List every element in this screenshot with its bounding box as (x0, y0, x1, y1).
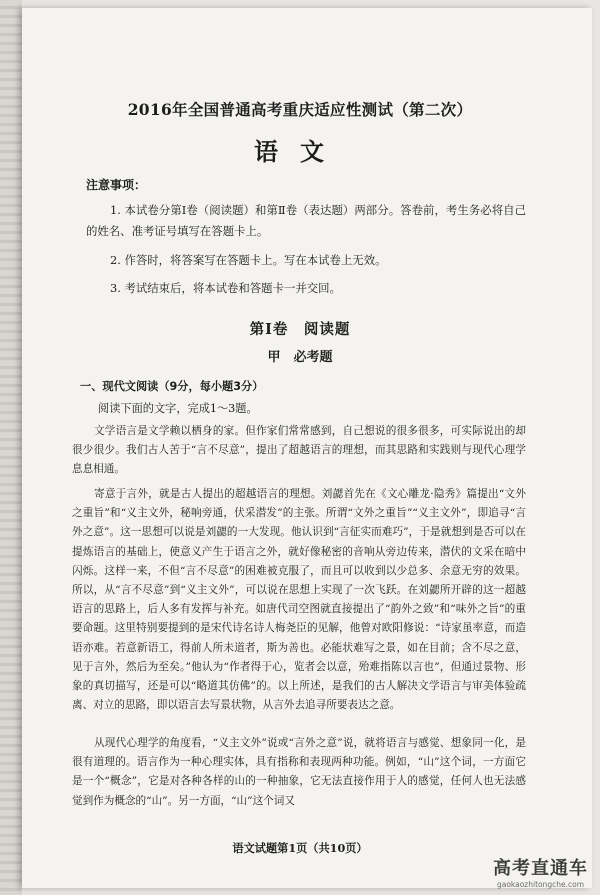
passage-paragraph-2: 寄意于言外，就是古人提出的超越语言的理想。刘勰首先在《文心雕龙·隐秀》篇提出“文外之重旨”和“义主文外，秘响旁通，伏采潜发”的主张。所谓“文外之重旨”“义主文外”，即追寻“言外之意”。这一思想可以说是刘勰的一大发现。他认识到“言征实而难巧”，于是就想到是否可以在提炼语言的基础上，使意义产生于语言之外，就好像秘密的音响从旁边传来，潜伏的文采在暗中闪烁。这样一来，不但“言不尽意”的困难被克服了，而且可以收到以少总多、余意无穷的效果。所以，从“言不尽意”到“义主文外”，可以说在思想上实现了一次飞跃。在刘勰所开辟的这一超越语言的思路上，后人多有发挥与补充。如唐代司空图就直接提出了“韵外之致”和“味外之旨”的重要命题。这里特别要提到的是宋代诗名诗人梅尧臣的见解，他曾对欧阳修说：“诗家虽率意，而造语亦难。若意新语工，得前人所未道者，斯为善也。必能状难写之景，如在目前；含不尽之意，见于言外，然后为至矣。”他认为“作者得于心，览者会以意，殆难指陈以言也”，但通过景物、形象的真切描写，还是可以“略道其仿佛”的。以上所述，是我们的古人解决文学语言与审美体验疏离、对立的思路，即以语言去写景状物，从言外去追寻所要表达之意。 (72, 488, 526, 712)
notice-item-2: 2. 作答时，将答案写在答题卡上。写在本试卷上无效。 (110, 253, 387, 267)
passage-paragraph-1: 文学语言是文学赖以栖身的家。但作家们常常感到，自己想说的很多很多，可实际说出的却很少很少。我们古人苦于“言不尽意”，提出了超越语言的理想，而其思路和实践则与现代心理学息息相通。 (72, 425, 526, 476)
subject-title: 语文 (254, 137, 346, 166)
part-subtitle: 甲 必考题 (267, 350, 333, 365)
section-heading: 一、现代文阅读（9分，每小题3分） (80, 380, 264, 393)
watermark-brand: 高考直通车 (493, 858, 588, 879)
watermark (493, 854, 588, 889)
notice-item-3: 3. 考试结束后，将本试卷和答题卡一并交回。 (110, 281, 341, 295)
watermark-url: gaokaozhitongche.com (496, 880, 585, 889)
page-footer: 语文试题第1页（共10页） (232, 841, 368, 855)
exam-title: 2016年全国普通高考重庆适应性测试（第二次） (127, 100, 473, 119)
passage-paragraph-3: 从现代心理学的角度看，“义主文外”说或“言外之意”说，就将语言与感觉、想象同一化，是很有道理的。语言作为一种心理实体，具有指称和表现两种功能。例如，“山”这个词，一方面它是一个“概念”，它是对各种各样的山的一种抽象，它无法直接作用于人的感觉，任何人也无法感觉到作为概念的“山”。另一方面，“山”这个词又 (72, 737, 526, 807)
part-title: 第Ⅰ卷 阅读题 (249, 321, 351, 338)
section-instruction: 阅读下面的文字，完成1～3题。 (98, 402, 258, 415)
notice-heading: 注意事项： (86, 178, 147, 192)
notice-item-1: 1. 本试卷分第Ⅰ卷（阅读题）和第Ⅱ卷（表达题）两部分。答卷前，考生务必将自己的姓名、准考证号填写在答题卡上。 (86, 203, 526, 238)
